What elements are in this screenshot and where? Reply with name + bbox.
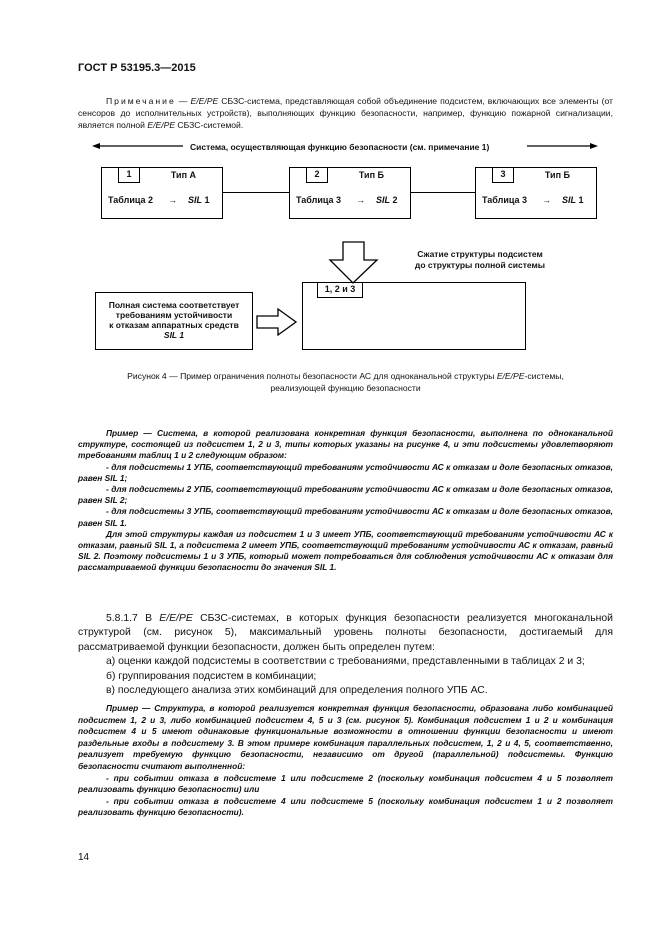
combined-system-box xyxy=(302,282,526,350)
example-2-item: - при событии отказа в подсистеме 4 или подсистеме 5 (поскольку комбинация подсистем 1 и 2 позволяет реализовать функцию безопасности). xyxy=(78,795,613,818)
figure-caption-line2: реализующей функцию безопасности xyxy=(270,383,421,393)
example-1 xyxy=(78,428,613,574)
section-list-item: б) группирования подсистем в комбинации; xyxy=(106,670,317,682)
subsystem-type: Тип А xyxy=(170,170,196,180)
page-header: ГОСТ Р 53195.3—2015 xyxy=(78,62,196,74)
note-dash: — xyxy=(175,96,191,106)
system-title: Система, осуществляющая функцию безопасности (см. примечание 1) xyxy=(190,142,490,152)
page-number: 14 xyxy=(78,852,90,863)
example-1-conclusion: Для этой структуры каждая из подсистем 1 и 3 имеет УПБ, соответствующий требованиям устойчивости АС к отказам, равный SIL 1, а подсистема 2 имеет УПБ, соответствующий требованиям устойчивости АС к отказам, равный SIL 2. Поэтому подсистемы 1 и 3 УПБ, который может потребоваться для соблюдения устойчивости АС к отказам для рассматриваемой функции безопасности до значения SIL 1. xyxy=(78,528,613,573)
subsystem-type: Тип Б xyxy=(544,170,570,180)
subsystem-type: Тип Б xyxy=(358,170,384,180)
sil-value: SIL 1 xyxy=(188,195,210,205)
full-system-sil: SIL 1 xyxy=(163,330,185,340)
section-5-8-1-7 xyxy=(78,612,613,698)
mapping-caption xyxy=(410,249,550,271)
mapping-caption-line: Сжатие структуры подсистем xyxy=(417,249,543,259)
subsystem-1-box xyxy=(101,167,223,219)
section-paragraph: 5.8.1.7 В E/E/PE СБЗС-системах, в которых функция безопасности реализуется многоканальной структурой (см. рисунок 5), максимальный уровень полноты безопасности, достигаемый для рассматриваемой функции безопасности, должен быть определен путем: xyxy=(78,613,613,653)
full-system-line: Полная система соответствует xyxy=(108,300,240,310)
full-system-line: к отказам аппаратных средств xyxy=(109,320,239,330)
note-eepe-1: E/E/PE xyxy=(190,96,219,106)
example-2 xyxy=(78,703,613,819)
note-text-a: СБЗС-система, представляющая собой объединение подсистем, включающих все элементы (от сенсоров до исполнительных устройств), выполняющих функцию безопасности, например, функцию пожарной сигнализации, является полной xyxy=(78,96,613,130)
combined-label: 1, 2 и 3 xyxy=(317,282,363,298)
subsystem-number: 3 xyxy=(492,167,514,183)
note-eepe-2: E/E/PE xyxy=(147,120,176,130)
example-2-intro: Пример — Структура, в которой реализуется конкретная функция безопасности, образована либо комбинацией подсистем 1, 2 и 3, либо комбинацией подсистем 4, 5 и 3 (см. рисунок 5). Комбинация подсистем 1 и 2 и комбинация подсистем 4 и 5 имеют одинаковые функциональные возможности в отношении функции безопасности и имеют раздельные входы в подсистему 3. В этом примере комбинация параллельных подсистем, 1, 2 и 4, 5, соответственно, реализует требуемую функцию безопасности, независимо от другой (параллельной) подсистемы. Функцию безопасности считают выполненной: xyxy=(78,703,613,771)
arrow-right-icon: → xyxy=(542,195,551,205)
table-ref: Таблица 3 xyxy=(482,195,528,205)
table-ref: Таблица 3 xyxy=(296,195,342,205)
connector-2-3 xyxy=(411,192,475,193)
arrow-right-icon: → xyxy=(168,195,177,205)
note-text-b: СБЗС-системой. xyxy=(175,120,244,130)
example-1-item: - для подсистемы 3 УПБ, соответствующий требованиям устойчивости АС к отказам и доле безопасных отказов, равен SIL 1. xyxy=(78,506,613,528)
subsystem-table-row xyxy=(482,195,590,205)
arrow-right-icon: → xyxy=(356,195,365,205)
full-system-box xyxy=(95,292,253,350)
note-label: Примечание xyxy=(106,96,176,106)
subsystem-2-box xyxy=(289,167,411,219)
subsystem-table-row xyxy=(108,195,216,205)
section-list-item: а) оценки каждой подсистемы в соответствии с требованиями, представленными в таблицах 2 и 3; xyxy=(106,656,585,668)
subsystem-3-box xyxy=(475,167,597,219)
mapping-caption-line: до структуры полной системы xyxy=(414,260,546,270)
subsystem-table-row xyxy=(296,195,404,205)
example-1-item: - для подсистемы 2 УПБ, соответствующий требованиям устойчивости АС к отказам и доле безопасных отказов, равен SIL 2; xyxy=(78,484,613,506)
figure-caption-line1: Рисунок 4 — Пример ограничения полноты безопасности АС для одноканальной структуры E/E/PE-системы, xyxy=(127,371,564,381)
section-number: 5.8.1.7 xyxy=(106,613,138,624)
example-1-item: - для подсистемы 1 УПБ, соответствующий требованиям устойчивости АС к отказам и доле безопасных отказов, равен SIL 1; xyxy=(78,461,613,483)
example-2-item: - при событии отказа в подсистеме 1 или подсистеме 2 (поскольку комбинация подсистем 4 и 5 позволяет реализовать функцию безопасности) или xyxy=(78,772,613,795)
sil-value: SIL 1 xyxy=(562,195,584,205)
full-system-line: требованиям устойчивости xyxy=(115,310,233,320)
subsystem-number: 2 xyxy=(306,167,328,183)
figure-caption xyxy=(78,370,613,394)
connector-1-2 xyxy=(223,192,289,193)
subsystem-number: 1 xyxy=(118,167,140,183)
table-ref: Таблица 2 xyxy=(108,195,154,205)
sil-value: SIL 2 xyxy=(376,195,398,205)
section-list-item: в) последующего анализа этих комбинаций для определения полного УПБ АС. xyxy=(106,685,488,697)
example-1-intro: Пример — Система, в которой реализована конкретная функция безопасности, выполнена по одноканальной структуре, состоящей из подсистем 1, 2 и 3, типы которых указаны на рисунке 4, и эти подсистемы удовлетворяют требованиям таблиц 1 и 2 следующим образом: xyxy=(78,428,613,461)
